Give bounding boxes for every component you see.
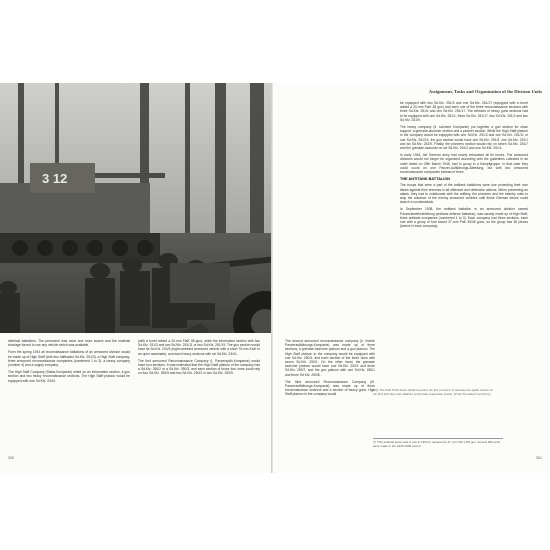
- paragraph: The third armoured Reconnaissance Company (III. Panzeraufklärungs-Kompanie) was made up of three reconnaissance sections and a section of heavy guns. High Staff platoon in the company would: [285, 379, 375, 397]
- section-heading: THE ANTITANK BATTALION: [400, 177, 451, 182]
- paragraph: The High Staff Company (Stabs-Kompanie) relied on an information section, a gun section and two heavy reconnaissance sections. The High Staff platoon would be equipped with one Sd.Kfz. 234/1: [8, 370, 130, 383]
- paragraph: identical battalions. The personnel was more and more scarce and the material shortage forced to use any vehicle which was available.: [8, 339, 130, 348]
- page-number-right: 301: [536, 456, 542, 460]
- paragraph: In early 1945, the German army had nearly exhausted all its forces. The armoured divisions would not longer be organized according with the guidelines collected in an order dated on 25th March 1945, had to group in a Kampfgruppe. In that case they could count on one Panzer-Aufklärungs-Abteilung, but with two armoured reconnaissance companies instead of three.: [400, 153, 528, 175]
- right-page: [273, 83, 550, 473]
- paragraph: In September 1938, the antitank battalion in an armoured division named Panzerabwehrabteilung (antitank defence battalion), was usually made up of High Staff, three antitank companies (numbered 1 to 3). Each company had three sections, each one with a group of four towed 37-mm PaK 35/36 guns, so the group has 36 pieces (twelve in each company).: [400, 207, 528, 229]
- left-text-column-1: [8, 339, 130, 386]
- left-text-column-2: [138, 339, 260, 379]
- paragraph: (with a turret added a 20-mm FlaK 38 gun), while the information section with two Sd.Kfz. 251/3 and two Sd.Kfz. 251/11 or two Sd.Kfz. 251/19. The gun section would have its Sd.Kfz. 234/3 (eight-wheeled armoured vehicle with a short 75-mm KwK in an open casemate), and each heavy sections with six Sd.Kfz. 234/1.: [138, 339, 260, 356]
- paragraph: The heavy company (II. schwere Kompanie) put together a gun section for close support, a grenade-launcher section and a pioneer section. While the High Staff platoon in the company would be equipped with one Sd.Kfz. 251/3 and one Sd.Kfz. 251/11 or one Sd.Kfz. 251/19, the gun section would have one Sd.Kfz. 251/3, one Sd.Kfz. 251/1 and six Sd.Kfz. 251/9. Finally, the pioneers section would rely on seven Sd.Kfz. 251/7 and the grenade-launcher on six Sd.Kfz. 251/2 and one Sd.Kfz. 251/1.: [400, 125, 528, 151]
- paragraph: The second armoured reconnaissance company (II. leichte Panzeraufklärungs-Kompanie) was made up of three sections, a grenade-launcher platoon and a gun platoon. The High Staff platoon in the company would be equipped with one Sd.Kfz. 250/3, and each section of the three ones with seven Sd.Kfz. 250/1. On the other hand, the grenade launcher platoon would have one Sd.Kfz. 250/1 and three Sd.Kfz. 250/7, and the gun platoon with one Sd.Kfz. 250/1 and three Sd.Kfz. 250/8.: [285, 339, 375, 377]
- right-text-column-main: [400, 101, 528, 231]
- right-text-column-bottom: [285, 339, 375, 400]
- paragraph: From the spring 1944 all reconnaissance battalions of an armoured division would be made up of High Staff (with two halftracks Sd.Kfz. 251/3), a High Staff company, three armoured reconnaissance companies (numbered 1 to 3), a heavy company (number 4) and a supply company.: [8, 350, 130, 368]
- paragraph: be equipped with two Sd.Kfz. 251/3 and one Sd.Kfz. 251/17 (equipped with a turret added a 20-mm FlaK 38 gun) and each one of the three reconnaissance sections with three Sd.Kfz. 251/1 and one Sd.Kfz. 251/17. The vehicles of heavy guns sections had to be equipped with one Sd.Kfz. 251/1, three Sd.Kfz. 251/17, two Sd.Kfz. 251/2 and two Sd.Kfz. 251/9.: [400, 101, 528, 122]
- paragraph: The first armoured Reconnaissance Company (I. Panzerspäh-Kompanie) would have four sections. It was estimated that the High Staff platoon of the company had a Sd.Kfz. 250/2 or a Sd.Kfz. 250/3, and each section of those four ones could rely on four Sd.Kfz. 250/9 and two Sd.Kfz. 250/3 or two Sd.Kfz. 250/9.: [138, 358, 260, 376]
- left-page: [0, 83, 271, 473]
- book-spread: [0, 83, 550, 473]
- paragraph: The troops that were a part of the antitank battalions were due protecting their own flanks against their enemies in all offensive and defensive actions. When preventing an attack, they had to collaborate with the artillery, the pioneers and the infantry units to stop the advance of the enemy armoured vehicles until these German forces could launch a counterattack.: [400, 183, 528, 205]
- footnote: (*) This antitank piece was in use in 1934 to replace the 37-mm PaK L/45 gun. Around 900 units were made in the 1935-1938 period.: [373, 438, 503, 449]
- photo-caption: Left. The PaK 35/36 had a shield to protect the five crewmen. It had also two spoke wheels. In the first time they were added a system that suspension system. (From the author's archives).: [373, 388, 493, 396]
- tank-number: 3 12: [42, 171, 68, 186]
- running-header: Assignment, Tasks and Organization of the Division Units: [428, 89, 542, 94]
- page-number-left: 300: [8, 456, 14, 460]
